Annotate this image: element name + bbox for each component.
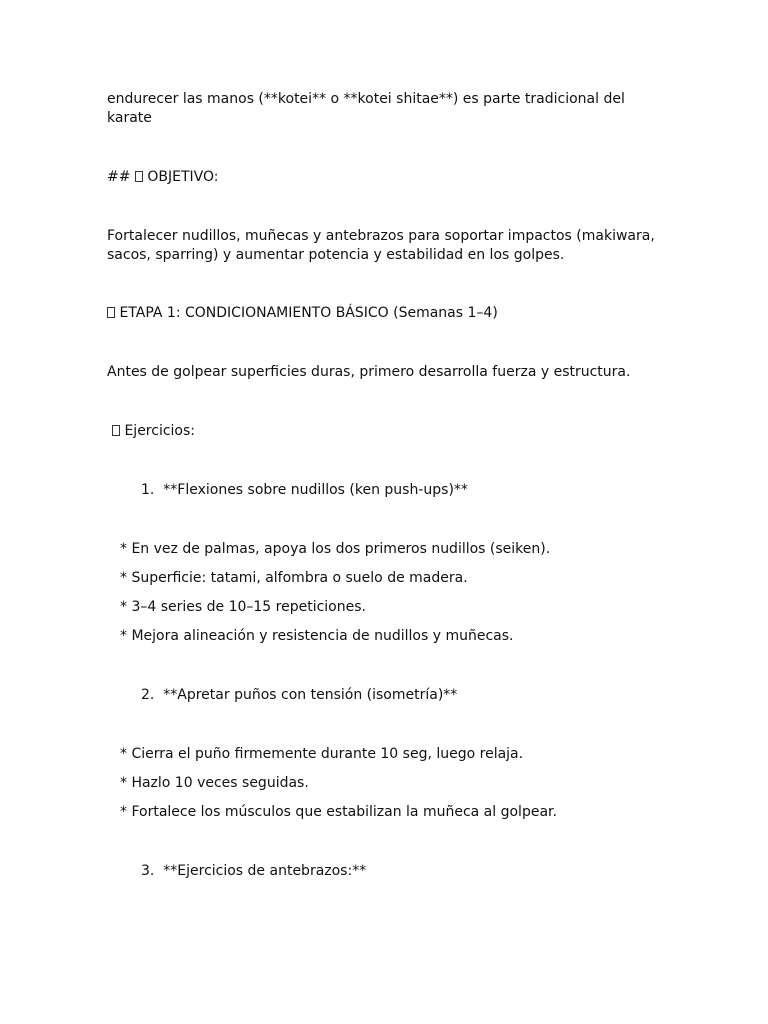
- exercise-1-bullet: * 3–4 series de 10–15 repeticiones.: [120, 599, 366, 615]
- exercise-title: **Ejercicios de antebrazos:**: [163, 863, 367, 879]
- objective-paragraph: Fortalecer nudillos, muñecas y antebrazos para soportar impactos (makiwara, sacos, sparring) y aumentar potencia y estabilidad en los golpes.: [107, 228, 655, 263]
- exercise-number: 1.: [141, 482, 155, 498]
- exercise-2-bullet: * Cierra el puño firmemente durante 10 seg, luego relaja.: [120, 746, 524, 762]
- exercise-number: 3.: [141, 863, 155, 879]
- exercise-1-bullet: * En vez de palmas, apoya los dos primeros nudillos (seiken).: [120, 541, 551, 557]
- exercise-1-title: [141, 481, 468, 499]
- heading-marker: ##: [107, 169, 135, 185]
- exercise-1-bullet: * Mejora alineación y resistencia de nudillos y muñecas.: [120, 628, 514, 644]
- objective-heading-text: OBJETIVO:: [147, 169, 219, 185]
- exercise-2-bullet: * Fortalece los músculos que estabilizan la muñeca al golpear.: [120, 804, 557, 820]
- exercise-2-bullet: * Hazlo 10 veces seguidas.: [120, 775, 309, 791]
- exercise-title: **Flexiones sobre nudillos (ken push-ups)**: [163, 482, 468, 498]
- target-icon: [135, 171, 143, 182]
- exercise-title: **Apretar puños con tensión (isometría)**: [163, 687, 458, 703]
- exercises-label: [112, 422, 195, 440]
- stage1-intro: Antes de golpear superficies duras, primero desarrolla fuerza y estructura.: [107, 364, 631, 380]
- exercises-label-text: Ejercicios:: [124, 423, 195, 439]
- stage-icon: [107, 307, 115, 318]
- exercise-number: 2.: [141, 687, 155, 703]
- exercise-2-title: [141, 686, 457, 704]
- intro-paragraph: endurecer las manos (**kotei** o **kotei shitae**) es parte tradicional del karate: [107, 91, 625, 126]
- exercise-1-bullet: * Superficie: tatami, alfombra o suelo de madera.: [120, 570, 468, 586]
- stage1-heading: [107, 304, 498, 322]
- exercise-icon: [112, 425, 120, 436]
- objective-heading: [107, 168, 218, 186]
- exercise-3-title: [141, 862, 366, 880]
- stage1-heading-text: ETAPA 1: CONDICIONAMIENTO BÁSICO (Semanas 1–4): [119, 305, 498, 321]
